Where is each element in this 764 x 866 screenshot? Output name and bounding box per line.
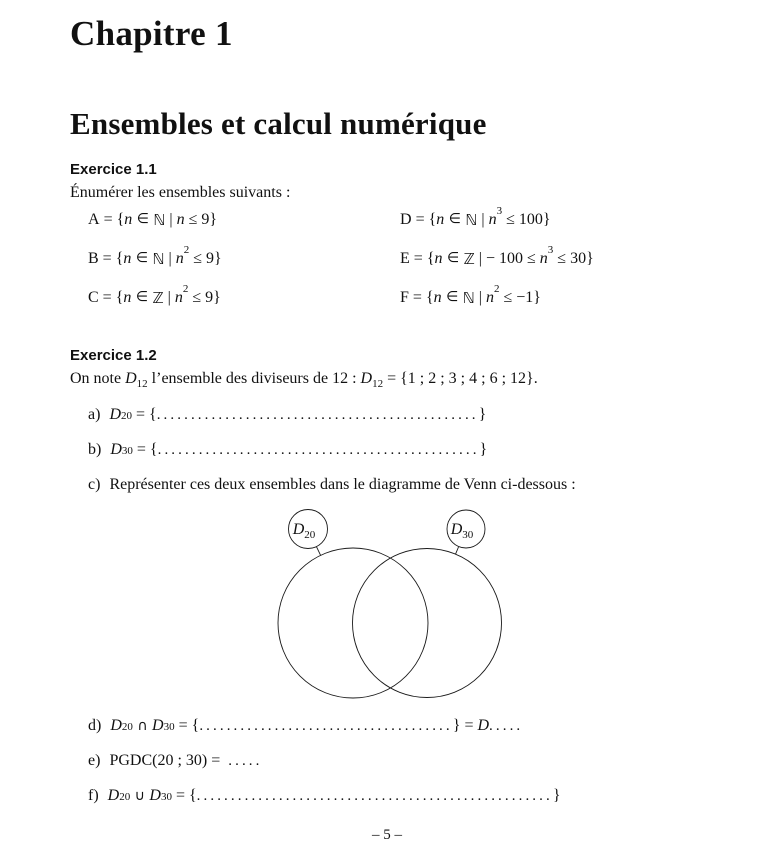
condition-variable: n	[539, 250, 548, 267]
answer-blank-dots: .....................................	[199, 718, 453, 734]
venn-diagram	[276, 506, 508, 700]
element-of-symbol: ∈	[444, 211, 466, 227]
set-symbol-D30: D	[149, 787, 161, 804]
set-name: A	[88, 211, 100, 228]
domain-symbol: ℤ	[152, 289, 164, 307]
variable-n: n	[436, 211, 445, 228]
venn-left-label-connector	[316, 547, 320, 556]
element-of-symbol: ∈	[131, 250, 153, 266]
set-name: C	[88, 289, 99, 306]
item-e-label: e)	[88, 752, 101, 769]
variable-n: n	[123, 250, 132, 267]
set-subscript: 12	[372, 378, 384, 391]
condition-post: ≤ 30	[553, 250, 587, 267]
close-brace: }	[586, 250, 594, 267]
close-brace: }	[479, 441, 488, 458]
equals-sign: =	[98, 289, 116, 306]
set-symbol-D20: D	[109, 406, 121, 423]
equals-sign: =	[411, 211, 429, 228]
venn-right-label-connector	[456, 547, 459, 554]
domain-symbol: ℕ	[152, 250, 165, 268]
set-definition-B: B = { n ∈ ℕ | n 2 ≤ 9 }	[88, 244, 222, 268]
set-definition-A	[88, 211, 400, 250]
close-brace: }	[533, 289, 541, 306]
equals-open-brace: = {	[171, 787, 197, 804]
equals-sign: =	[408, 289, 426, 306]
item-a-row: a) D 20 = { ............................................... }	[88, 406, 487, 423]
domain-symbol: ℤ	[463, 250, 475, 268]
set-definition-F: F = { n ∈ ℕ | n 2 ≤ −1 }	[400, 283, 541, 307]
variable-n: n	[434, 250, 443, 267]
element-of-symbol: ∈	[131, 289, 153, 305]
variable-n: n	[433, 289, 442, 306]
venn-left-label: $D_{20}$	[292, 521, 316, 541]
open-brace: {	[425, 289, 434, 306]
set-symbol-D: D	[477, 717, 490, 734]
exercise-1-1-heading: Exercice 1.1	[70, 161, 157, 178]
set-name: F	[400, 289, 409, 306]
equals-open-brace: = {	[132, 441, 158, 458]
open-brace: {	[116, 211, 125, 228]
set-symbol-D20: D	[110, 717, 122, 734]
element-of-symbol: ∈	[442, 250, 464, 266]
exercise-1-2-heading: Exercice 1.2	[70, 347, 157, 364]
set-subscript: 12	[136, 378, 148, 391]
close-brace: }	[214, 250, 222, 267]
close-brace-equals: } =	[452, 717, 478, 734]
venn-circle-right	[353, 549, 502, 698]
divisor-list: = {1 ; 2 ; 3 ; 4 ; 6 ; 12}.	[383, 370, 538, 387]
domain-symbol: ℕ	[465, 211, 478, 229]
item-f-row: f) D 20 ∪ D 30 = { .................................................... }	[88, 787, 561, 804]
item-e-text: PGDC(20 ; 30) =	[109, 752, 229, 769]
equals-sign: =	[99, 211, 117, 228]
variable-n: n	[123, 289, 132, 306]
variable-n: n	[124, 211, 133, 228]
condition-variable: n	[488, 211, 497, 228]
condition-post: ≤ 9	[184, 211, 210, 228]
set-symbol-D12: D	[125, 370, 137, 387]
close-brace: }	[552, 787, 561, 804]
such-that-bar: |	[164, 250, 176, 267]
item-d-row: d) D 20 ∩ D 30 = { ..................................... } = D .....	[88, 717, 524, 734]
condition-variable: n	[174, 289, 183, 306]
answer-blank-dots: .....	[228, 753, 263, 769]
item-b-row: b) D 30 = { ............................................... }	[88, 441, 488, 458]
close-brace: }	[209, 211, 218, 228]
element-of-symbol: ∈	[132, 211, 154, 227]
open-brace: {	[428, 211, 437, 228]
item-c-label: c)	[88, 476, 101, 493]
venn-right-label: $D_{30}$	[450, 521, 474, 541]
intro-text: l’ensemble des diviseurs de 12 :	[147, 370, 361, 387]
item-d-label: d)	[88, 717, 102, 734]
section-title: Ensembles et calcul numérique	[70, 106, 487, 141]
such-that-bar: |	[163, 289, 175, 306]
open-brace: {	[115, 250, 124, 267]
domain-symbol: ℕ	[153, 211, 166, 229]
venn-circle-left	[278, 548, 428, 698]
condition-post: ≤ 9	[188, 289, 214, 306]
answer-blank-dots: ...............................................	[156, 407, 479, 423]
item-c-text: Représenter ces deux ensembles dans le diagramme de Venn ci-dessous :	[109, 476, 576, 493]
condition-post: ≤ 9	[189, 250, 214, 267]
open-brace: {	[115, 289, 124, 306]
equals-sign: =	[409, 250, 427, 267]
condition-post: ≤ 100	[502, 211, 543, 228]
element-of-symbol: ∈	[441, 289, 463, 305]
condition-post: ≤ −1	[499, 289, 534, 306]
set-name: B	[88, 250, 99, 267]
close-brace: }	[478, 406, 487, 423]
close-brace: }	[542, 211, 551, 228]
domain-symbol: ℕ	[462, 289, 475, 307]
page-number: – 5 –	[372, 827, 402, 843]
set-symbol-D30: D	[110, 441, 122, 458]
item-c-row	[88, 476, 704, 494]
item-f-label: f)	[88, 787, 99, 804]
condition-variable: n	[176, 211, 185, 228]
answer-blank-dots: ....................................................	[196, 788, 553, 804]
such-that-bar: |	[474, 289, 486, 306]
such-that-bar: |	[474, 250, 486, 267]
condition-pre: − 100 ≤	[485, 250, 540, 267]
set-symbol-D20: D	[107, 787, 120, 804]
chapter-heading: Chapitre 1	[70, 14, 233, 53]
exercise-1-1-intro: Énumérer les ensembles suivants :	[70, 184, 291, 201]
equals-sign: =	[98, 250, 116, 267]
set-symbol-D30: D	[152, 717, 164, 734]
equals-open-brace: = {	[174, 717, 200, 734]
condition-variable: n	[485, 289, 494, 306]
set-name: E	[400, 250, 410, 267]
set-definition-D: D = { n ∈ ℕ | n 3 ≤ 100 }	[400, 205, 551, 229]
condition-variable: n	[175, 250, 184, 267]
item-e-row	[88, 752, 704, 770]
close-brace: }	[213, 289, 221, 306]
intersection-symbol: ∩	[132, 718, 153, 734]
exercise-1-2-intro	[70, 369, 704, 389]
set-definitions-grid	[88, 205, 704, 328]
item-a-label: a)	[88, 406, 101, 423]
set-definition-E: E = { n ∈ ℤ | − 100 ≤ n 3 ≤ 30 }	[400, 244, 594, 268]
item-b-label: b)	[88, 441, 102, 458]
venn-diagram-svg	[276, 506, 508, 700]
set-symbol-D12: D	[360, 370, 373, 387]
union-symbol: ∪	[130, 788, 150, 804]
set-definition-C: C = { n ∈ ℤ | n 2 ≤ 9 }	[88, 283, 221, 307]
answer-blank-dots: ...............................................	[157, 442, 480, 458]
open-brace: {	[426, 250, 435, 267]
intro-text: On note	[70, 370, 126, 387]
such-that-bar: |	[165, 211, 177, 228]
equals-open-brace: = {	[132, 406, 157, 423]
such-that-bar: |	[477, 211, 489, 228]
set-name: D	[400, 211, 412, 228]
